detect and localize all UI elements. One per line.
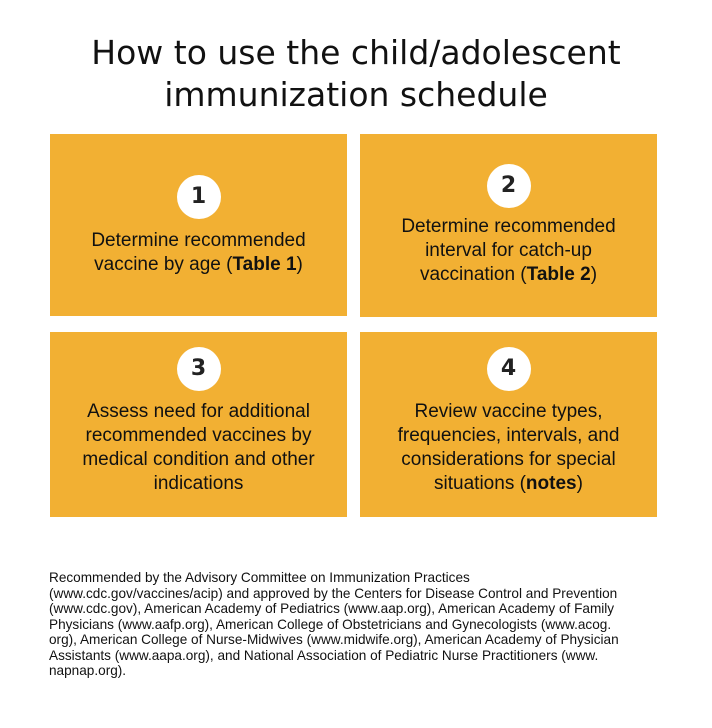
- step-text-line: medical condition and other: [82, 449, 315, 470]
- footnote-line: (www.cdc.gov), American Academy of Pediatrics (www.aap.org), American Academy of Family: [49, 601, 615, 616]
- step-text-line: vaccination (Table 2): [419, 264, 598, 285]
- footnote-line: Assistants (www.aapa.org), and National Association of Pediatric Nurse Practitioners (www.: [49, 647, 599, 663]
- step-text-line: Assess need for additional: [87, 401, 310, 422]
- step-number-badge: 1: [177, 175, 221, 219]
- step-text-line: recommended vaccines by: [85, 425, 312, 446]
- step-text-line: frequencies, intervals, and: [397, 425, 620, 446]
- step-text-line: considerations for special: [401, 449, 616, 470]
- step-description: [370, 215, 647, 287]
- step-text-line: Determine recommended: [91, 230, 306, 251]
- step-text-line: vaccine by age (Table 1): [94, 254, 303, 275]
- step-card-2: [360, 134, 657, 317]
- step-description: [60, 400, 337, 496]
- table-reference: Table 2: [526, 264, 591, 285]
- step-description: [370, 400, 647, 496]
- title-line-1: How to use the child/adolescent: [91, 33, 621, 72]
- notes-reference: notes: [525, 473, 577, 494]
- table-reference: Table 1: [232, 254, 297, 275]
- step-description: [60, 229, 337, 277]
- step-number-badge: 4: [487, 347, 531, 391]
- step-number-badge: 2: [487, 164, 531, 208]
- endorsement-footnote: [49, 570, 665, 679]
- step-card-1: [50, 134, 347, 316]
- footnote-line: napnap.org).: [49, 663, 127, 678]
- step-number-badge: 3: [177, 347, 221, 391]
- steps-grid: [50, 134, 684, 517]
- step-text-line: indications: [153, 473, 244, 494]
- step-text-line: Determine recommended: [401, 216, 616, 237]
- page-title: [0, 32, 712, 116]
- title-line-2: immunization schedule: [164, 75, 548, 114]
- footnote-line: org), American College of Nurse-Midwives (www.midwife.org), American Academy of Physician: [49, 632, 619, 647]
- step-card-3: [50, 332, 347, 517]
- footnote-line: (www.cdc.gov/vaccines/acip) and approved by the Centers for Disease Control and Prevention: [49, 585, 618, 601]
- footnote-line: Recommended by the Advisory Committee on Immunization Practices: [49, 570, 470, 585]
- step-card-4: [360, 332, 657, 517]
- step-text-line: Review vaccine types,: [414, 401, 603, 422]
- step-text-line: situations (notes): [434, 473, 583, 494]
- footnote-line: Physicians (www.aafp.org), American College of Obstetricians and Gynecologists (www.acog.: [49, 616, 612, 632]
- step-text-line: interval for catch-up: [425, 240, 592, 261]
